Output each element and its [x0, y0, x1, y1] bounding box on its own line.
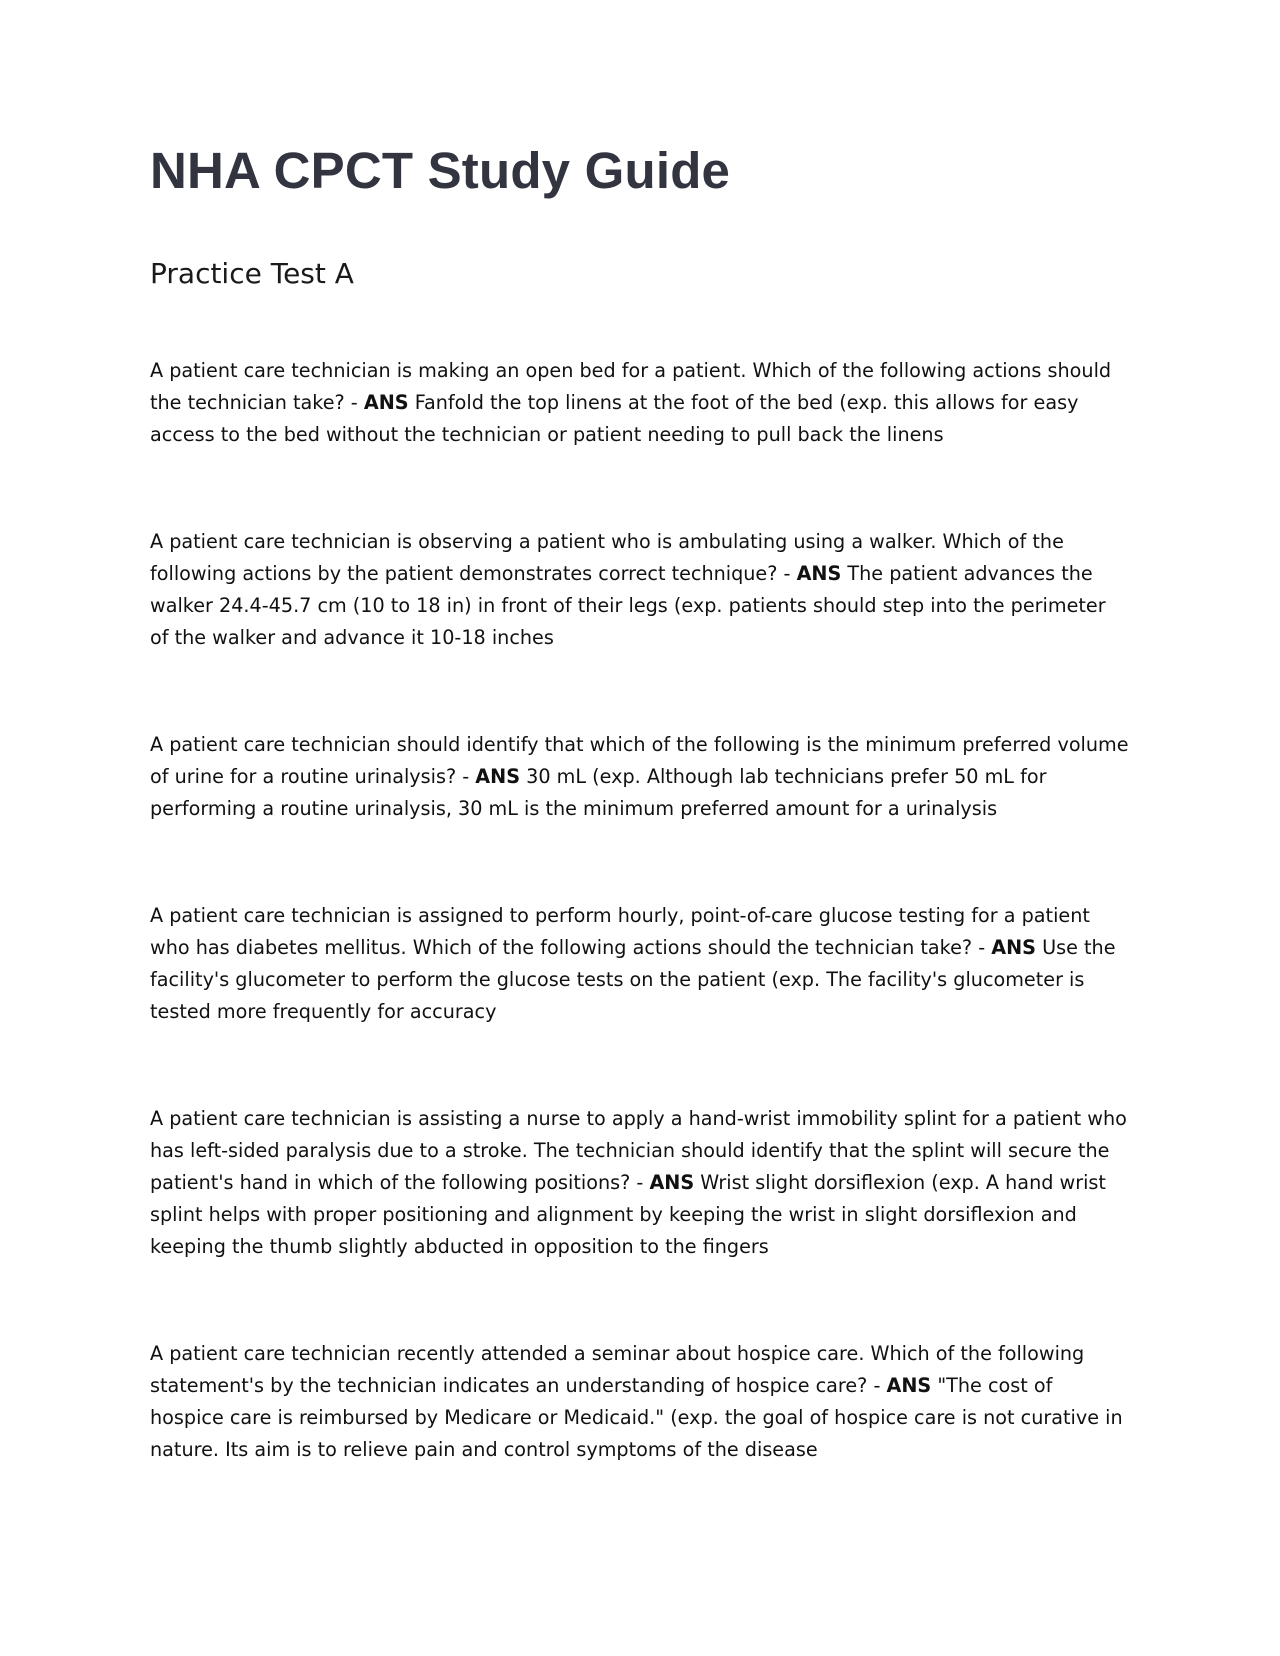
question-text: A patient care technician is assigned to perform hourly, point-of-care glucose testing for a patient who has diabetes mellitus. Which of the following actions should the technician take? -	[150, 903, 1090, 959]
question-text: A patient care technician is making an open bed for a patient. Which of the following actions should the technician take? -	[150, 358, 1112, 414]
answer-text: Fanfold the top linens at the foot of the bed (exp. this allows for easy access to the bed without the technician or patient needing to pull back the linens	[150, 390, 1079, 446]
question-item	[150, 900, 1130, 1028]
answer-text: Use the facility's glucometer to perform the glucose tests on the patient (exp. The facility's glucometer is tested more frequently for accuracy	[150, 935, 1116, 1023]
answer-text: The patient advances the walker 24.4-45.7 cm (10 to 18 in) in front of their legs (exp. patients should step into the perimeter of the walker and advance it 10-18 inches	[150, 561, 1106, 649]
document-content	[150, 140, 1130, 1541]
question-item	[150, 729, 1130, 825]
question-item	[150, 526, 1130, 654]
answer-label: ANS	[991, 935, 1036, 959]
answer-label: ANS	[475, 764, 521, 788]
answer-text: "The cost of hospice care is reimbursed by Medicare or Medicaid." (exp. the goal of hospice care is not curative in nature. Its aim is to relieve pain and control symptoms of the disease	[150, 1373, 1123, 1461]
document-title: NHA CPCT Study Guide	[150, 142, 731, 199]
document-subtitle: Practice Test A	[150, 257, 354, 291]
answer-label: ANS	[796, 561, 842, 585]
question-text: A patient care technician is observing a patient who is ambulating using a walker. Which of the following actions by the patient demonstrates correct technique? -	[150, 529, 1064, 585]
answer-label: ANS	[649, 1170, 695, 1194]
answer-label: ANS	[886, 1373, 932, 1397]
question-list	[150, 355, 1130, 1466]
answer-label: ANS	[363, 390, 409, 414]
question-item	[150, 355, 1130, 451]
question-item	[150, 1338, 1130, 1466]
question-item	[150, 1103, 1130, 1263]
answer-text: Wrist slight dorsiflexion (exp. A hand wrist splint helps with proper positioning and alignment by keeping the wrist in slight dorsiflexion and keeping the thumb slightly abducted in opposition to the fingers	[150, 1170, 1106, 1258]
answer-text: 30 mL (exp. Although lab technicians prefer 50 mL for performing a routine urinalysis, 30 mL is the minimum preferred amount for a urinalysis	[150, 764, 1047, 820]
question-text: A patient care technician recently attended a seminar about hospice care. Which of the following statement's by the technician indicates an understanding of hospice care? -	[150, 1341, 1085, 1397]
question-text: A patient care technician should identify that which of the following is the minimum preferred volume of urine for a routine urinalysis? -	[150, 732, 1129, 788]
question-text: A patient care technician is assisting a nurse to apply a hand-wrist immobility splint for a patient who has left-sided paralysis due to a stroke. The technician should identify that the splint will secure the patient's hand in which of the following positions? -	[150, 1106, 1127, 1194]
